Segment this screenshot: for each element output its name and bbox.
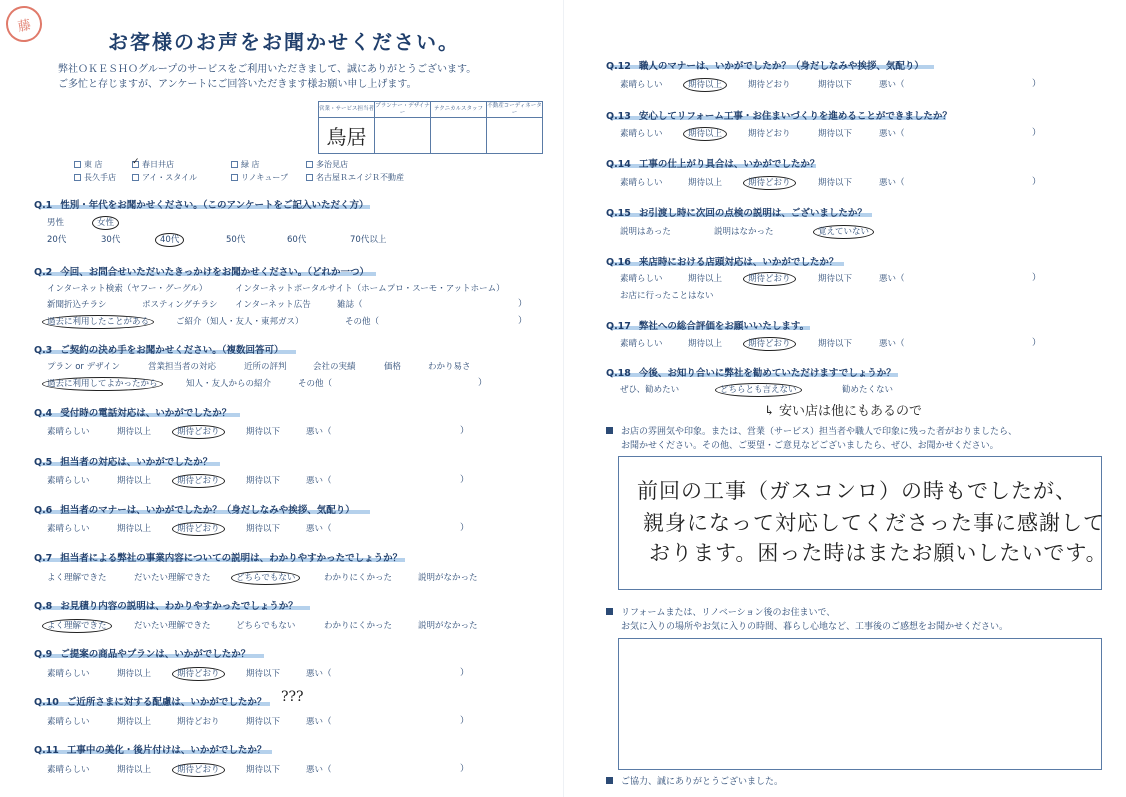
close-paren: ）: [1032, 177, 1042, 187]
rating-excellent[interactable]: 素晴らしい: [620, 129, 663, 139]
option-age-60[interactable]: 60代: [287, 235, 307, 245]
rating-excellent[interactable]: 素晴らしい: [47, 717, 90, 727]
rating-excellent[interactable]: 素晴らしい: [620, 274, 663, 284]
rating-below[interactable]: 期待以下: [246, 427, 281, 437]
close-paren: ）: [460, 426, 470, 436]
option-posting-flyer[interactable]: ポスティングチラシ: [142, 300, 218, 310]
staff-header-planner: プランナー・デザイナー: [375, 102, 430, 116]
recommend-no[interactable]: 勧めたくない: [842, 385, 894, 395]
staff-cell-technical[interactable]: [431, 118, 487, 154]
comment-line-3: おります。困った時はまたお願いしたいです。: [649, 541, 1108, 565]
staff-header-sales: 営業・サービス担当者: [319, 102, 375, 118]
option-acquaintance-referral[interactable]: 知人・友人からの紹介: [186, 379, 272, 389]
rating-below[interactable]: 期待以下: [246, 476, 281, 486]
understand-hard[interactable]: わかりにくかった: [324, 573, 393, 583]
close-paren: ）: [460, 668, 470, 678]
rating-above[interactable]: 期待以上: [688, 274, 723, 284]
option-age-40[interactable]: 40代: [160, 233, 179, 245]
staff-signature: 鳥居: [326, 125, 367, 149]
rating-as-expected[interactable]: 期待どおり: [748, 272, 791, 284]
question-q16: Q.16 来店時における店頭対応は、いかがでしたか？: [606, 257, 839, 268]
checkbox[interactable]: [132, 174, 139, 181]
handwritten-note-q18: ↳ 安い店は他にもあるので: [764, 404, 923, 419]
rating-bad[interactable]: 悪い（: [879, 274, 905, 284]
after-renovation-comment-box[interactable]: [618, 638, 1102, 770]
rating-excellent[interactable]: 素晴らしい: [620, 80, 663, 90]
rating-below[interactable]: 期待以下: [818, 129, 853, 139]
option-magazine[interactable]: 雑誌（: [337, 300, 363, 310]
option-age-30[interactable]: 30代: [101, 235, 121, 245]
question-q15: Q.15 お引渡し時に次回の点検の説明は、ございましたか？: [606, 208, 867, 219]
rating-above[interactable]: 期待以上: [117, 524, 152, 534]
option-other[interactable]: その他（: [298, 379, 333, 389]
rating-below[interactable]: 期待以下: [818, 178, 853, 188]
rating-below[interactable]: 期待以下: [246, 717, 281, 727]
understand-mostly[interactable]: だいたい理解できた: [134, 621, 211, 631]
option-age-20[interactable]: 20代: [47, 235, 67, 245]
rating-bad[interactable]: 悪い（: [306, 717, 332, 727]
rating-as-expected[interactable]: 期待どおり: [177, 763, 220, 775]
option-reputation[interactable]: 近所の評判: [244, 362, 287, 372]
rating-above[interactable]: 期待以上: [688, 339, 723, 349]
rating-below[interactable]: 期待以下: [246, 669, 281, 679]
option-internet-ad[interactable]: インターネット広告: [235, 300, 311, 310]
seal-text: 藤: [16, 17, 33, 35]
rating-as-expected[interactable]: 期待どおり: [177, 425, 220, 437]
store-option[interactable]: 名古屋ＲエイジＲ不動産: [306, 172, 404, 183]
option-clarity[interactable]: わかり易さ: [428, 362, 471, 372]
question-q4: Q.4 受付時の電話対応は、いかがでしたか？: [34, 408, 232, 419]
understand-hard[interactable]: わかりにくかった: [324, 621, 393, 631]
staff-header-technical: テクニカルスタッフ: [431, 102, 487, 118]
rating-below[interactable]: 期待以下: [246, 765, 281, 775]
rating-below[interactable]: 期待以下: [246, 524, 281, 534]
rating-excellent[interactable]: 素晴らしい: [620, 178, 663, 188]
store-option[interactable]: 長久手店: [74, 172, 116, 183]
option-track-record[interactable]: 会社の実績: [313, 362, 356, 372]
explanation-not-given[interactable]: 説明はなかった: [714, 227, 774, 237]
staff-cell-realestate[interactable]: [487, 118, 543, 154]
rating-above[interactable]: 期待以上: [117, 765, 152, 775]
understand-well[interactable]: よく理解できた: [47, 573, 107, 583]
rating-as-expected[interactable]: 期待どおり: [177, 522, 220, 534]
rating-as-expected[interactable]: 期待どおり: [177, 717, 220, 727]
option-used-before-good[interactable]: 過去に利用してよかったから: [47, 377, 158, 389]
store-option[interactable]: 多治見店: [306, 159, 348, 170]
option-internet-search[interactable]: インターネット検索（ヤフー・グーグル）: [47, 284, 208, 294]
intro-text: [58, 62, 476, 92]
store-option[interactable]: リノキューブ: [231, 172, 288, 183]
staff-cell-sales[interactable]: [319, 118, 375, 154]
handwritten-question-marks: ???: [281, 689, 304, 705]
rating-bad[interactable]: 悪い（: [879, 339, 905, 349]
question-q2: Q.2 今回、お問合せいただいたきっかけをお聞かせください。（どれか一つ）: [34, 267, 370, 278]
rating-bad[interactable]: 悪い（: [306, 765, 332, 775]
question-q8: Q.8 お見積り内容の説明は、わかりやすかったでしょうか？: [34, 601, 298, 612]
rating-as-expected[interactable]: 期待どおり: [748, 129, 791, 139]
option-female[interactable]: 女性: [97, 216, 114, 228]
rating-excellent[interactable]: 素晴らしい: [47, 669, 90, 679]
understand-well[interactable]: よく理解できた: [47, 619, 107, 631]
rating-bad[interactable]: 悪い（: [879, 80, 905, 90]
store-option[interactable]: アイ・スタイル: [132, 172, 197, 183]
rating-excellent[interactable]: 素晴らしい: [47, 476, 90, 486]
store-option[interactable]: 緑 店: [231, 159, 260, 170]
rating-as-expected[interactable]: 期待どおり: [177, 474, 220, 486]
close-paren: ）: [460, 716, 470, 726]
rating-above[interactable]: 期待以上: [688, 178, 723, 188]
store-option[interactable]: 東 店: [74, 159, 103, 170]
question-q18: Q.18 今後、お知り合いに弊社を勧めていただけますでしょうか？: [606, 368, 896, 379]
rating-bad[interactable]: 悪い（: [306, 524, 332, 534]
option-age-50[interactable]: 50代: [226, 235, 246, 245]
intro-line-2: ご多忙と存じますが、アンケートにご回答いただきます様お願い申し上げます。: [58, 79, 417, 90]
question-q11: Q.11 工事中の美化・後片付けは、いかがでしたか？: [34, 745, 267, 756]
question-q13: Q.13 安心してリフォーム工事・お住まいづくりを進めることができましたか？: [606, 111, 952, 122]
close-paren: ）: [518, 316, 528, 326]
question-q14: Q.14 工事の仕上がり具合は、いかがでしたか？: [606, 159, 820, 170]
checkbox-checked[interactable]: [132, 161, 139, 168]
option-sales-response[interactable]: 営業担当者の対応: [148, 362, 217, 372]
option-referral[interactable]: ご紹介（知人・友人・東邦ガス）: [176, 317, 304, 327]
after-renovation-prompt: リフォームまたは、リノベーション後のお住まいで、 お気に入りの場所やお気に入りの時間、暮らし心地など、工事後のご感想をお聞かせください。: [606, 606, 1008, 634]
staff-table: [318, 101, 543, 154]
close-paren: ）: [460, 523, 470, 533]
close-paren: ）: [460, 475, 470, 485]
checkbox[interactable]: [306, 174, 313, 181]
question-q7: Q.7 担当者による弊社の事業内容についての説明は、わかりやすかったでしょうか？: [34, 553, 403, 564]
rating-above[interactable]: 期待以上: [117, 427, 152, 437]
explanation-forgot[interactable]: 覚えていない: [818, 225, 869, 237]
staff-cell-planner[interactable]: [375, 118, 431, 154]
square-bullet-icon: [606, 608, 613, 615]
understand-neutral[interactable]: どちらでもない: [236, 571, 295, 583]
recommend-neutral[interactable]: どちらとも言えない: [720, 383, 797, 395]
question-q17: Q.17 弊社への総合評価をお願いいたします。: [606, 321, 810, 332]
question-q9: Q.9 ご提案の商品やプランは、いかがでしたか？: [34, 649, 251, 660]
center-fold: [563, 0, 564, 797]
seal-stamp: [3, 3, 46, 46]
understand-none[interactable]: 説明がなかった: [418, 621, 478, 631]
understand-none[interactable]: 説明がなかった: [418, 573, 478, 583]
option-portal-site[interactable]: インターネットポータルサイト（ホームプロ・スーモ・アットホーム）: [235, 284, 505, 294]
rating-as-expected[interactable]: 期待どおり: [748, 80, 791, 90]
rating-above[interactable]: 期待以上: [117, 717, 152, 727]
rating-excellent[interactable]: 素晴らしい: [47, 765, 90, 775]
square-bullet-icon: [606, 427, 613, 434]
close-paren: ）: [518, 299, 528, 309]
checkbox[interactable]: [231, 161, 238, 168]
staff-header-realestate: 不動産コーディネーター: [487, 102, 542, 116]
option-price[interactable]: 価格: [384, 362, 402, 372]
question-q6: Q.6 担当者のマナーは、いかがでしたか？（身だしなみや挨拶、気配り）: [34, 505, 355, 516]
rating-below[interactable]: 期待以下: [818, 80, 853, 90]
option-used-before[interactable]: 過去に利用したことがある: [47, 315, 149, 327]
comment-line-2: 親身になって対応してくださった事に感謝して: [643, 511, 1105, 535]
rating-as-expected[interactable]: 期待どおり: [748, 337, 791, 349]
rating-excellent[interactable]: 素晴らしい: [620, 339, 663, 349]
closing-message: ご協力、誠にありがとうございました。: [606, 775, 783, 789]
question-q12: Q.12 職人のマナーは、いかがでしたか？（身だしなみや挨拶、気配り）: [606, 61, 924, 72]
checkbox[interactable]: [306, 161, 313, 168]
rating-bad[interactable]: 悪い（: [306, 476, 332, 486]
rating-bad[interactable]: 悪い（: [879, 178, 905, 188]
checkbox[interactable]: [74, 161, 81, 168]
store-option[interactable]: ✓ 春日井店: [132, 159, 174, 170]
close-paren: ）: [478, 378, 488, 388]
close-paren: ）: [1032, 128, 1042, 138]
page-title: お客様のお声をお聞かせください。: [108, 30, 460, 54]
rating-excellent[interactable]: 素晴らしい: [47, 524, 90, 534]
impression-prompt: お店の雰囲気や印象。または、営業（サービス）担当者や職人で印象に残った者がおりましたら、 お聞かせください。その他、ご要望・ご意見などございましたら、ぜひ、お聞かせください。: [606, 425, 1017, 453]
close-paren: ）: [1032, 273, 1042, 283]
comment-line-1: 前回の工事（ガスコンロ）の時もでしたが、: [637, 479, 1077, 503]
rating-above[interactable]: 期待以上: [117, 476, 152, 486]
understand-mostly[interactable]: だいたい理解できた: [134, 573, 211, 583]
understand-neutral[interactable]: どちらでもない: [236, 621, 296, 631]
rating-as-expected[interactable]: 期待どおり: [177, 667, 220, 679]
intro-line-1: 弊社ＯＫＥＳＨＯグループのサービスをご利用いただきまして、誠にありがとうございます。: [58, 64, 477, 75]
close-paren: ）: [460, 764, 470, 774]
explanation-given[interactable]: 説明はあった: [620, 227, 671, 237]
option-other[interactable]: その他（: [345, 317, 380, 327]
rating-excellent[interactable]: 素晴らしい: [47, 427, 90, 437]
impression-comment-box[interactable]: [618, 456, 1108, 590]
option-newspaper-flyer[interactable]: 新聞折込チラシ: [47, 300, 107, 310]
option-age-70[interactable]: 70代以上: [350, 235, 387, 245]
question-q5: Q.5 担当者の対応は、いかがでしたか？: [34, 457, 213, 468]
question-q3: Q.3 ご契約の決め手をお聞かせください。（複数回答可）: [34, 345, 284, 356]
rating-bad[interactable]: 悪い（: [306, 669, 332, 679]
recommend-yes[interactable]: ぜひ、勧めたい: [620, 385, 680, 395]
close-paren: ）: [1032, 338, 1042, 348]
close-paren: ）: [1032, 79, 1042, 89]
rating-as-expected[interactable]: 期待どおり: [748, 176, 791, 188]
checkbox[interactable]: [74, 174, 81, 181]
question-q10: Q.10 ご近所さまに対する配慮は、いかがでしたか？: [34, 697, 267, 708]
option-never-visited[interactable]: お店に行ったことはない: [620, 291, 714, 301]
square-bullet-icon: [606, 777, 613, 784]
question-q1: Q.1 性別・年代をお聞かせください。（このアンケートをご記入いただく方）: [34, 200, 369, 211]
rating-below[interactable]: 期待以下: [818, 274, 853, 284]
rating-below[interactable]: 期待以下: [818, 339, 853, 349]
rating-above[interactable]: 期待以上: [117, 669, 152, 679]
option-male[interactable]: 男性: [47, 218, 65, 228]
option-plan-design[interactable]: プラン or デザイン: [47, 362, 121, 372]
rating-bad[interactable]: 悪い（: [879, 129, 905, 139]
rating-above[interactable]: 期待以上: [688, 127, 722, 139]
checkbox[interactable]: [231, 174, 238, 181]
rating-above[interactable]: 期待以上: [688, 78, 722, 90]
rating-bad[interactable]: 悪い（: [306, 427, 332, 437]
